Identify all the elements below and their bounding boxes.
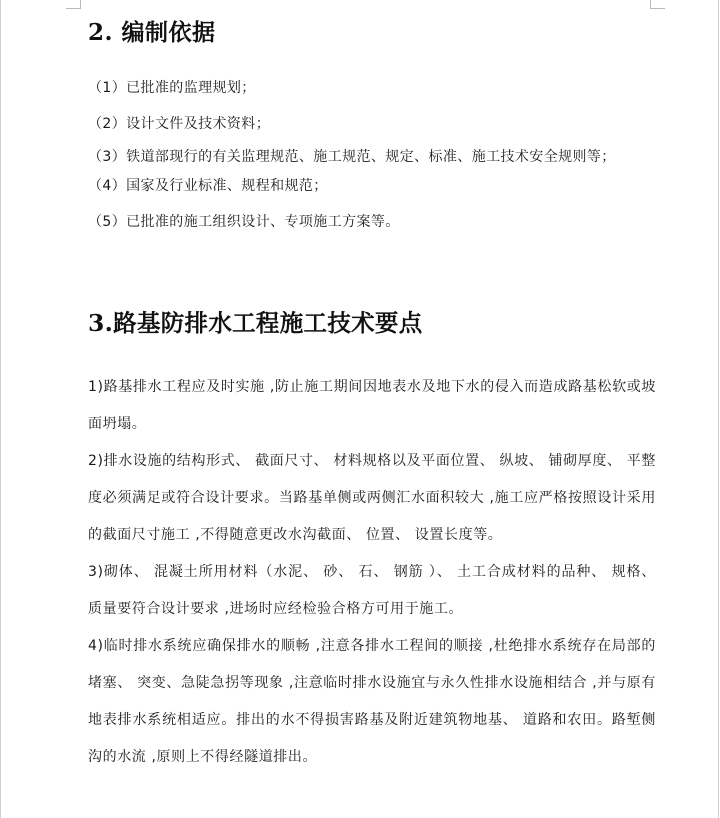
margin-corner-mark-left (66, 0, 81, 9)
basis-item: （4）国家及行业标准、规程和规范； (88, 178, 328, 194)
basis-item: （5）已批准的施工组织设计、专项施工方案等。 (88, 214, 400, 230)
basis-list (88, 77, 656, 234)
technical-point: 3)砌体、 混凝土所用材料（水泥、 砂、 石、 钢筋 ）、 土工合成材料的品种、 规格、 质量要符合设计要求 ,进场时应经检验合格方可用于施工。 (88, 564, 656, 617)
basis-item: （3）铁道部现行的有关监理规范、施工规范、规定、标准、施工技术安全规则等； (88, 149, 616, 165)
heading-drainage-technical-points: 3.路基防排水工程施工技术要点 (88, 309, 423, 337)
margin-corner-mark-right (650, 0, 665, 9)
technical-point: 1)路基排水工程应及时实施 ,防止施工期间因地表水及地下水的侵入而造成路基松软或坡面坍塌。 (88, 379, 656, 432)
technical-point: 2)排水设施的结构形式、 截面尺寸、 材料规格以及平面位置、 纵坡、 铺砌厚度、 平整度必须满足或符合设计要求。当路基单侧或两侧汇水面积较大 ,施工应严格按照设计采用的截面尺寸施工 ,不得随意更改水沟截面、 位置、 设置长度等。 (88, 453, 656, 543)
heading-compilation-basis: 2. 编制依据 (88, 19, 216, 46)
technical-point: 4)临时排水系统应确保排水的顺畅 ,注意各排水工程间的顺接 ,杜绝排水系统存在局部的堵塞、 突变、急陡急拐等现象 ,注意临时排水设施宜与永久性排水设施相结合 ,并与原有地表排水系统相适应。排出的水不得损害路基及附近建筑物地基、 道路和农田。路堑侧沟的水流 ,原则上不得经隧道排出。 (88, 638, 656, 765)
basis-item: （2）设计文件及技术资料； (88, 116, 271, 132)
technical-points-list (88, 369, 656, 776)
basis-item: （1）已批准的监理规划； (88, 80, 256, 96)
